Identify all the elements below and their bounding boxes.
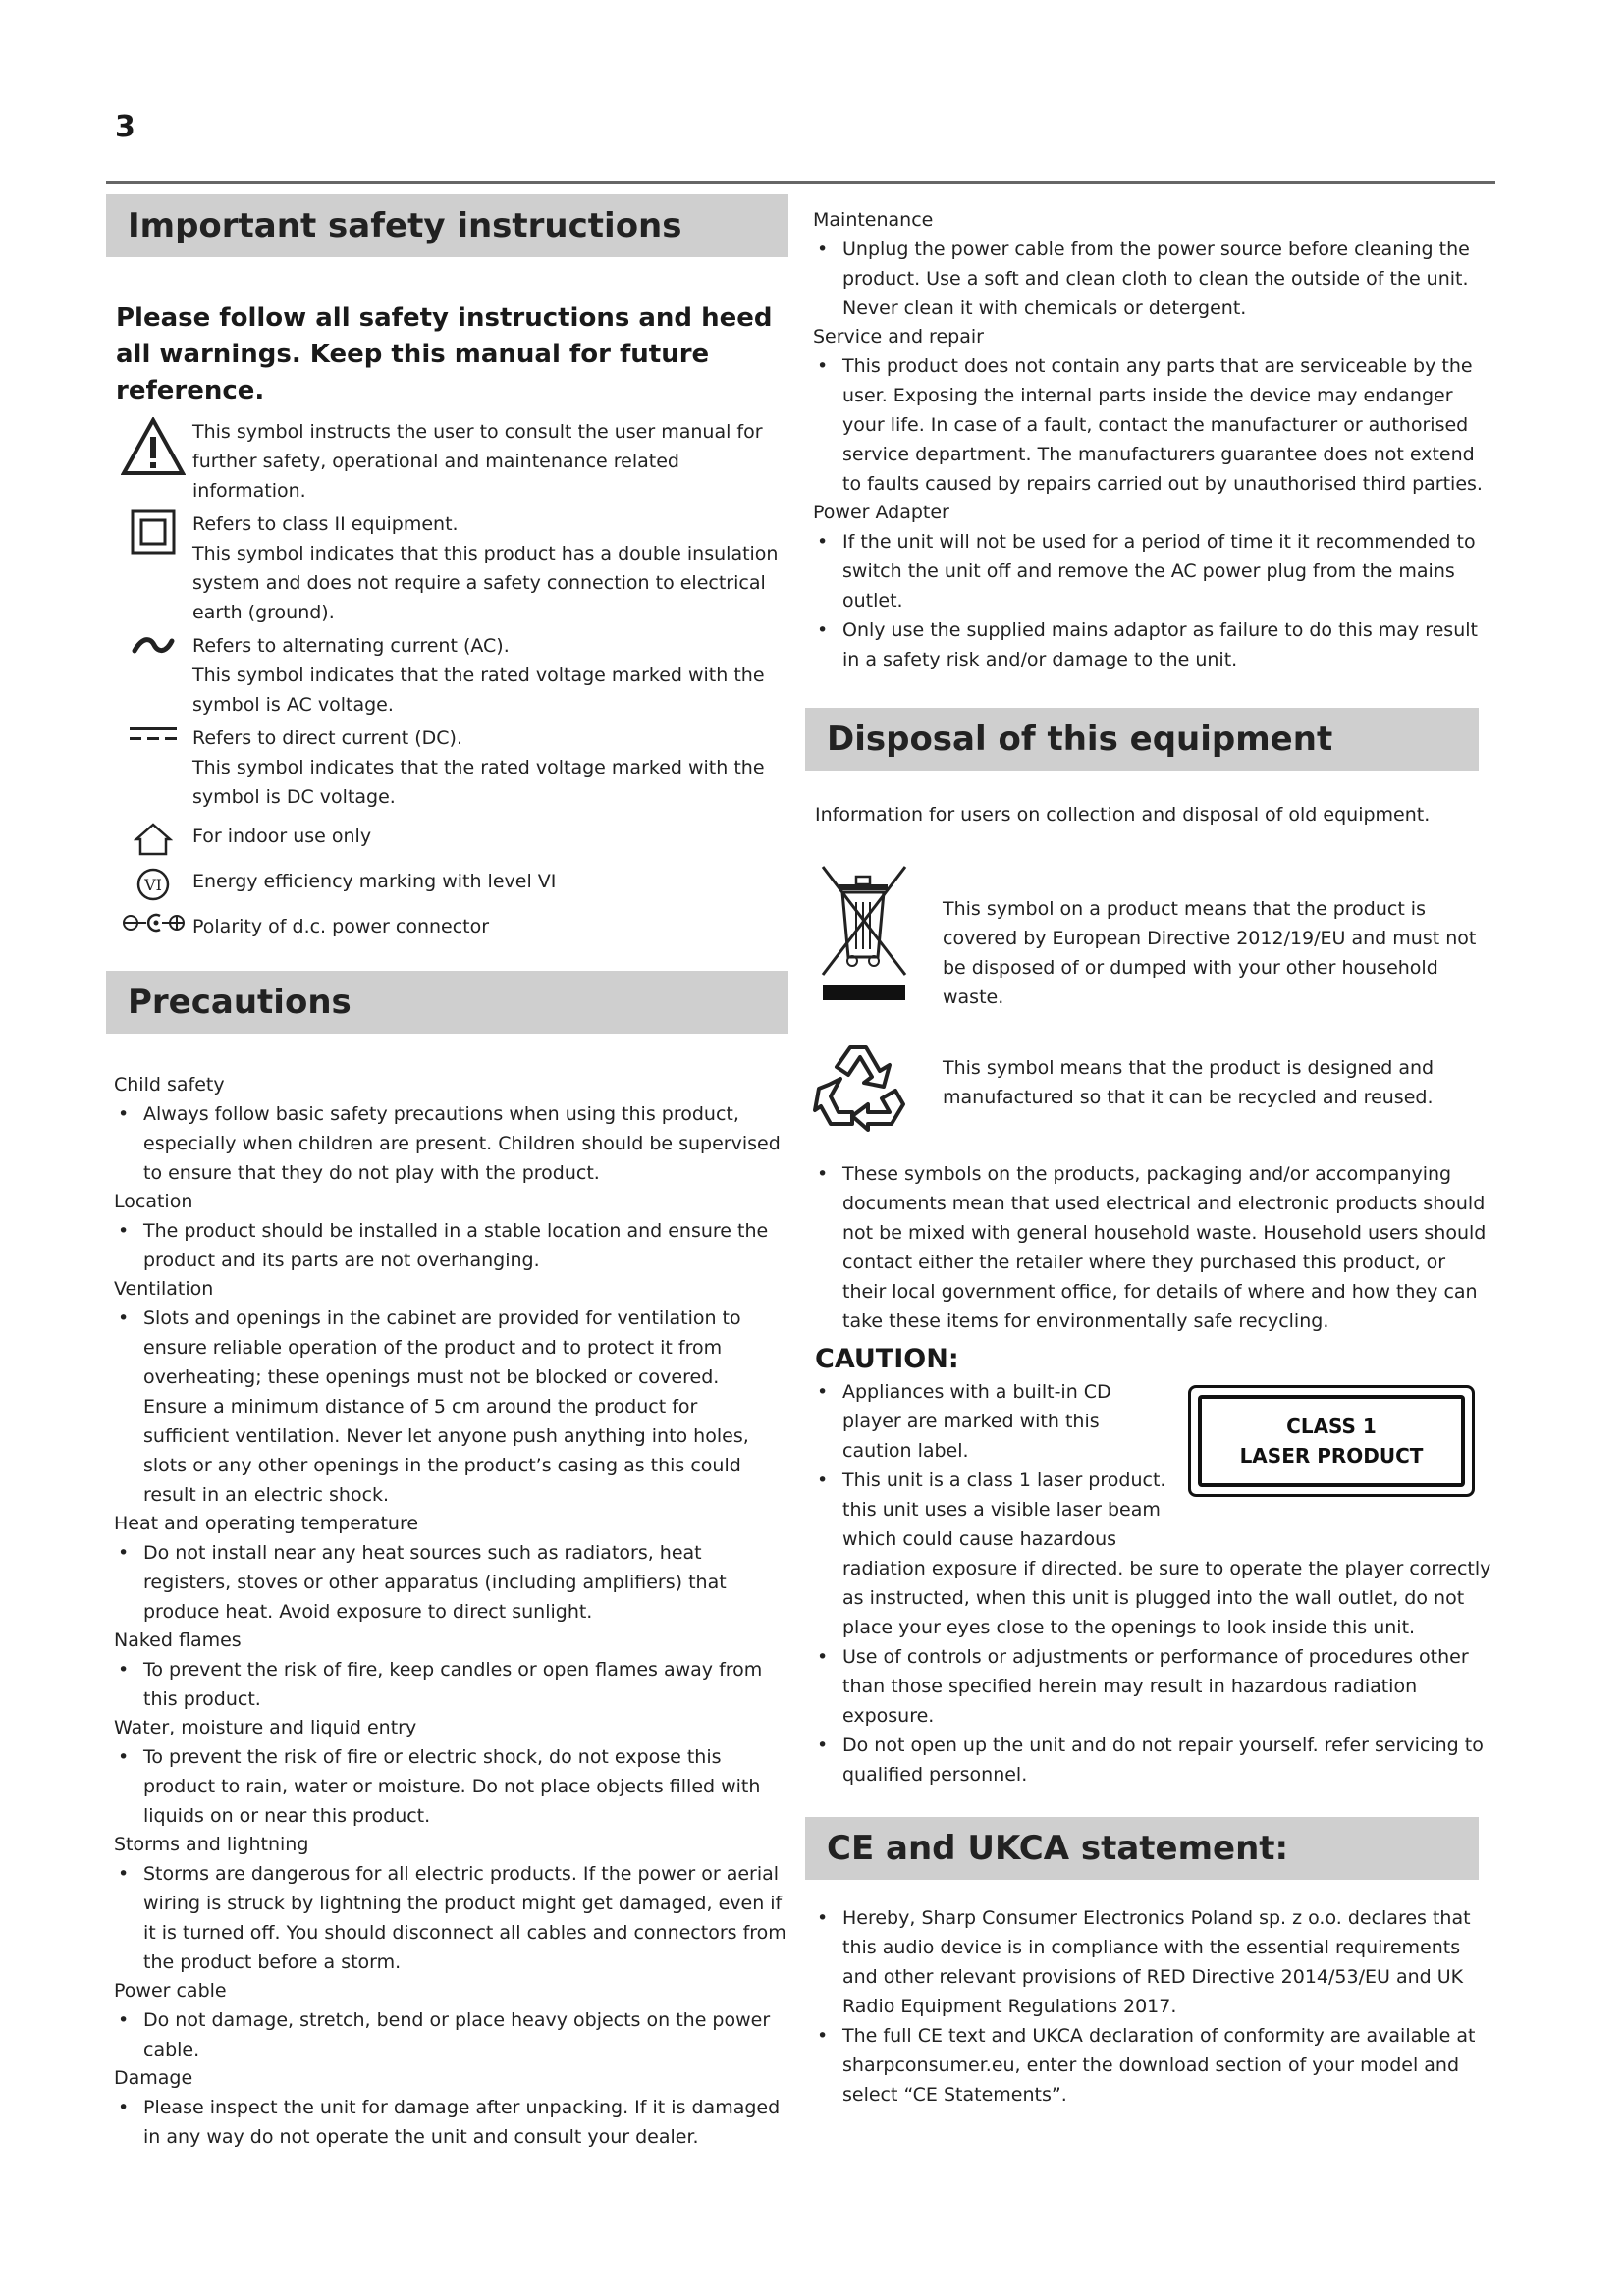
safety-heading: Important safety instructions — [106, 194, 788, 257]
subheading: Maintenance — [813, 209, 934, 231]
subheading: Heat and operating temperature — [114, 1513, 419, 1534]
precautions-heading: Precautions — [106, 971, 788, 1034]
symbol-row — [114, 912, 788, 941]
list-item: • Do not damage, stretch, bend or place heavy objects on the power cable. — [114, 2005, 788, 2064]
subheading: Damage — [114, 2067, 193, 2089]
subheading: Power cable — [114, 1980, 227, 2002]
list-item: • The full CE text and UKCA declaration of conformity are available at sharpconsumer.eu, enter the download section of your model and select “CE Statements”. — [813, 2021, 1492, 2109]
list-item: • Do not open up the unit and do not repair yourself. refer servicing to qualified personnel. — [813, 1731, 1492, 1789]
efficiency-vi-icon — [114, 867, 192, 902]
symbol-text: Energy efficiency marking with level VI — [192, 871, 557, 892]
subheading: Power Adapter — [813, 502, 949, 523]
caution-body — [805, 1377, 1492, 1789]
list-item: • Appliances with a built-in CD player are marked with this caution label. — [813, 1377, 1492, 1466]
subheading: Service and repair — [813, 326, 984, 347]
disposal-heading: Disposal of this equipment — [805, 708, 1479, 771]
top-divider — [106, 181, 1495, 184]
list-item: • Storms are dangerous for all electric products. If the power or aerial wiring is struck by lightning the product might get damaged, even if it is turned off. You should disconnect all cables and connectors from the product before a storm. — [114, 1859, 788, 1977]
symbol-text: Refers to alternating current (AC). — [192, 635, 510, 657]
laser-label-line1: CLASS 1 — [1286, 1415, 1377, 1438]
symbol-row — [114, 723, 788, 812]
symbol-text: This symbol indicates that the rated voltage marked with the symbol is DC voltage. — [192, 757, 765, 808]
left-column — [106, 194, 788, 2152]
ac-tilde-icon — [114, 631, 192, 661]
weee-text: This symbol on a product means that the product is covered by European Directive 2012/19/EU and must not be disposed of or dumped with your other household waste. — [943, 898, 1477, 1008]
list-item: • This product does not contain any parts that are serviceable by the user. Exposing the internal parts inside the device may endanger your life. In case of a fault, contact the manufacturer or authorised service department. The manufacturers guarantee does not extend to faults caused by repairs carried out by unauthorised third parties. — [813, 351, 1492, 499]
subheading: Location — [114, 1191, 193, 1212]
symbol-text: This symbol indicates that this product has a double insulation system and does not require a safety connection to electrical earth (ground). — [192, 543, 779, 623]
recycle-text: This symbol means that the product is designed and manufactured so that it can be recycled and reused. — [943, 1057, 1435, 1108]
weee-block — [813, 859, 1492, 1012]
disposal-intro: Information for users on collection and disposal of old equipment. — [815, 804, 1431, 826]
safety-lead: Please follow all safety instructions and heed all warnings. Keep this manual for future reference. — [116, 303, 773, 405]
list-item: • This unit is a class 1 laser product. this unit uses a visible laser beam which could cause hazardous radiation exposure if directed. be sure to operate the player correctly as instructed, when this unit is plugged into the wall outlet, do not place your eyes close to the openings to look inside this unit. — [813, 1466, 1492, 1642]
precautions-body — [106, 1071, 788, 2152]
symbol-text: This symbol instructs the user to consult the user manual for further safety, operational and maintenance related information. — [192, 421, 763, 502]
list-item: • Do not install near any heat sources such as radiators, heat registers, stoves or other apparatus (including amplifiers) that produce heat. Avoid exposure to direct sunlight. — [114, 1538, 788, 1627]
polarity-icon — [114, 912, 192, 934]
subheading: Storms and lightning — [114, 1834, 309, 1855]
list-item: • Unplug the power cable from the power source before cleaning the product. Use a soft and clean cloth to clean the outside of the unit. Never clean it with chemicals or detergent. — [813, 235, 1492, 323]
subheading: Naked flames — [114, 1629, 242, 1651]
recycle-icon — [813, 1034, 921, 1136]
right-column — [805, 206, 1492, 2109]
house-icon — [114, 822, 192, 857]
symbol-text: Polarity of d.c. power connector — [192, 916, 490, 937]
list-item: • If the unit will not be used for a period of time it it recommended to switch the unit off and remove the AC power plug from the mains outlet. — [813, 527, 1492, 615]
list-item: • Slots and openings in the cabinet are provided for ventilation to ensure reliable operation of the product and to protect it from overheating; these openings must not be blocked or covered. Ensure a minimum distance of 5 cm around the product for sufficient ventilation. Never let anyone push anything into holes, slots or any other openings in the product’s casing as this could result in an electric shock. — [114, 1304, 788, 1510]
recycle-block — [813, 1034, 1492, 1136]
symbol-text: For indoor use only — [192, 826, 372, 847]
list-item: • Always follow basic safety precautions when using this product, especially when children are present. Children should be supervised to ensure that they do not play with the product. — [114, 1099, 788, 1188]
list-item: • Only use the supplied mains adaptor as failure to do this may result in a safety risk and/or damage to the unit. — [813, 615, 1492, 674]
dc-lines-icon — [114, 723, 192, 747]
list-item: • Please inspect the unit for damage after unpacking. If it is damaged in any way do not operate the unit and consult your dealer. — [114, 2093, 788, 2152]
symbol-text: Refers to class II equipment. — [192, 513, 459, 535]
list-item: • To prevent the risk of fire or electric shock, do not expose this product to rain, water or moisture. Do not place objects filled with liquids on or near this product. — [114, 1742, 788, 1831]
list-item: • Hereby, Sharp Consumer Electronics Poland sp. z o.o. declares that this audio device is in compliance with the essential requirements and other relevant provisions of RED Directive 2014/53/EU and UK Radio Equipment Regulations 2017. — [813, 1903, 1492, 2021]
laser-label-line2: LASER PRODUCT — [1239, 1444, 1424, 1468]
list-item: • These symbols on the products, packaging and/or accompanying documents mean that used electrical and electronic products should not be mixed with general household waste. Household users should contact either the retailer where they purchased this product, or their local government office, for details of where and how they can take these items for environmentally safe recycling. — [813, 1159, 1492, 1336]
symbol-row — [114, 631, 788, 720]
caution-title: CAUTION: — [815, 1344, 959, 1374]
warning-triangle-icon — [114, 417, 192, 476]
subheading: Water, moisture and liquid entry — [114, 1717, 417, 1738]
subheading: Child safety — [114, 1074, 225, 1095]
subheading: Ventilation — [114, 1278, 214, 1300]
symbol-row — [114, 417, 788, 506]
ce-heading: CE and UKCA statement: — [805, 1817, 1479, 1880]
list-item: • Use of controls or adjustments or performance of procedures other than those specified herein may result in hazardous radiation exposure. — [813, 1642, 1492, 1731]
weee-bin-icon — [813, 859, 921, 1012]
list-item: • The product should be installed in a stable location and ensure the product and its parts are not overhanging. — [114, 1216, 788, 1275]
symbol-text: This symbol indicates that the rated voltage marked with the symbol is AC voltage. — [192, 665, 765, 716]
symbol-row — [114, 822, 788, 857]
symbol-row — [114, 867, 788, 902]
efficiency-symbol-text: VI — [144, 876, 162, 894]
symbol-text: Refers to direct current (DC). — [192, 727, 462, 749]
class-ii-square-icon — [114, 509, 192, 555]
symbol-row — [114, 509, 788, 627]
page-number: 3 — [115, 110, 135, 144]
list-item: • To prevent the risk of fire, keep candles or open flames away from this product. — [114, 1655, 788, 1714]
